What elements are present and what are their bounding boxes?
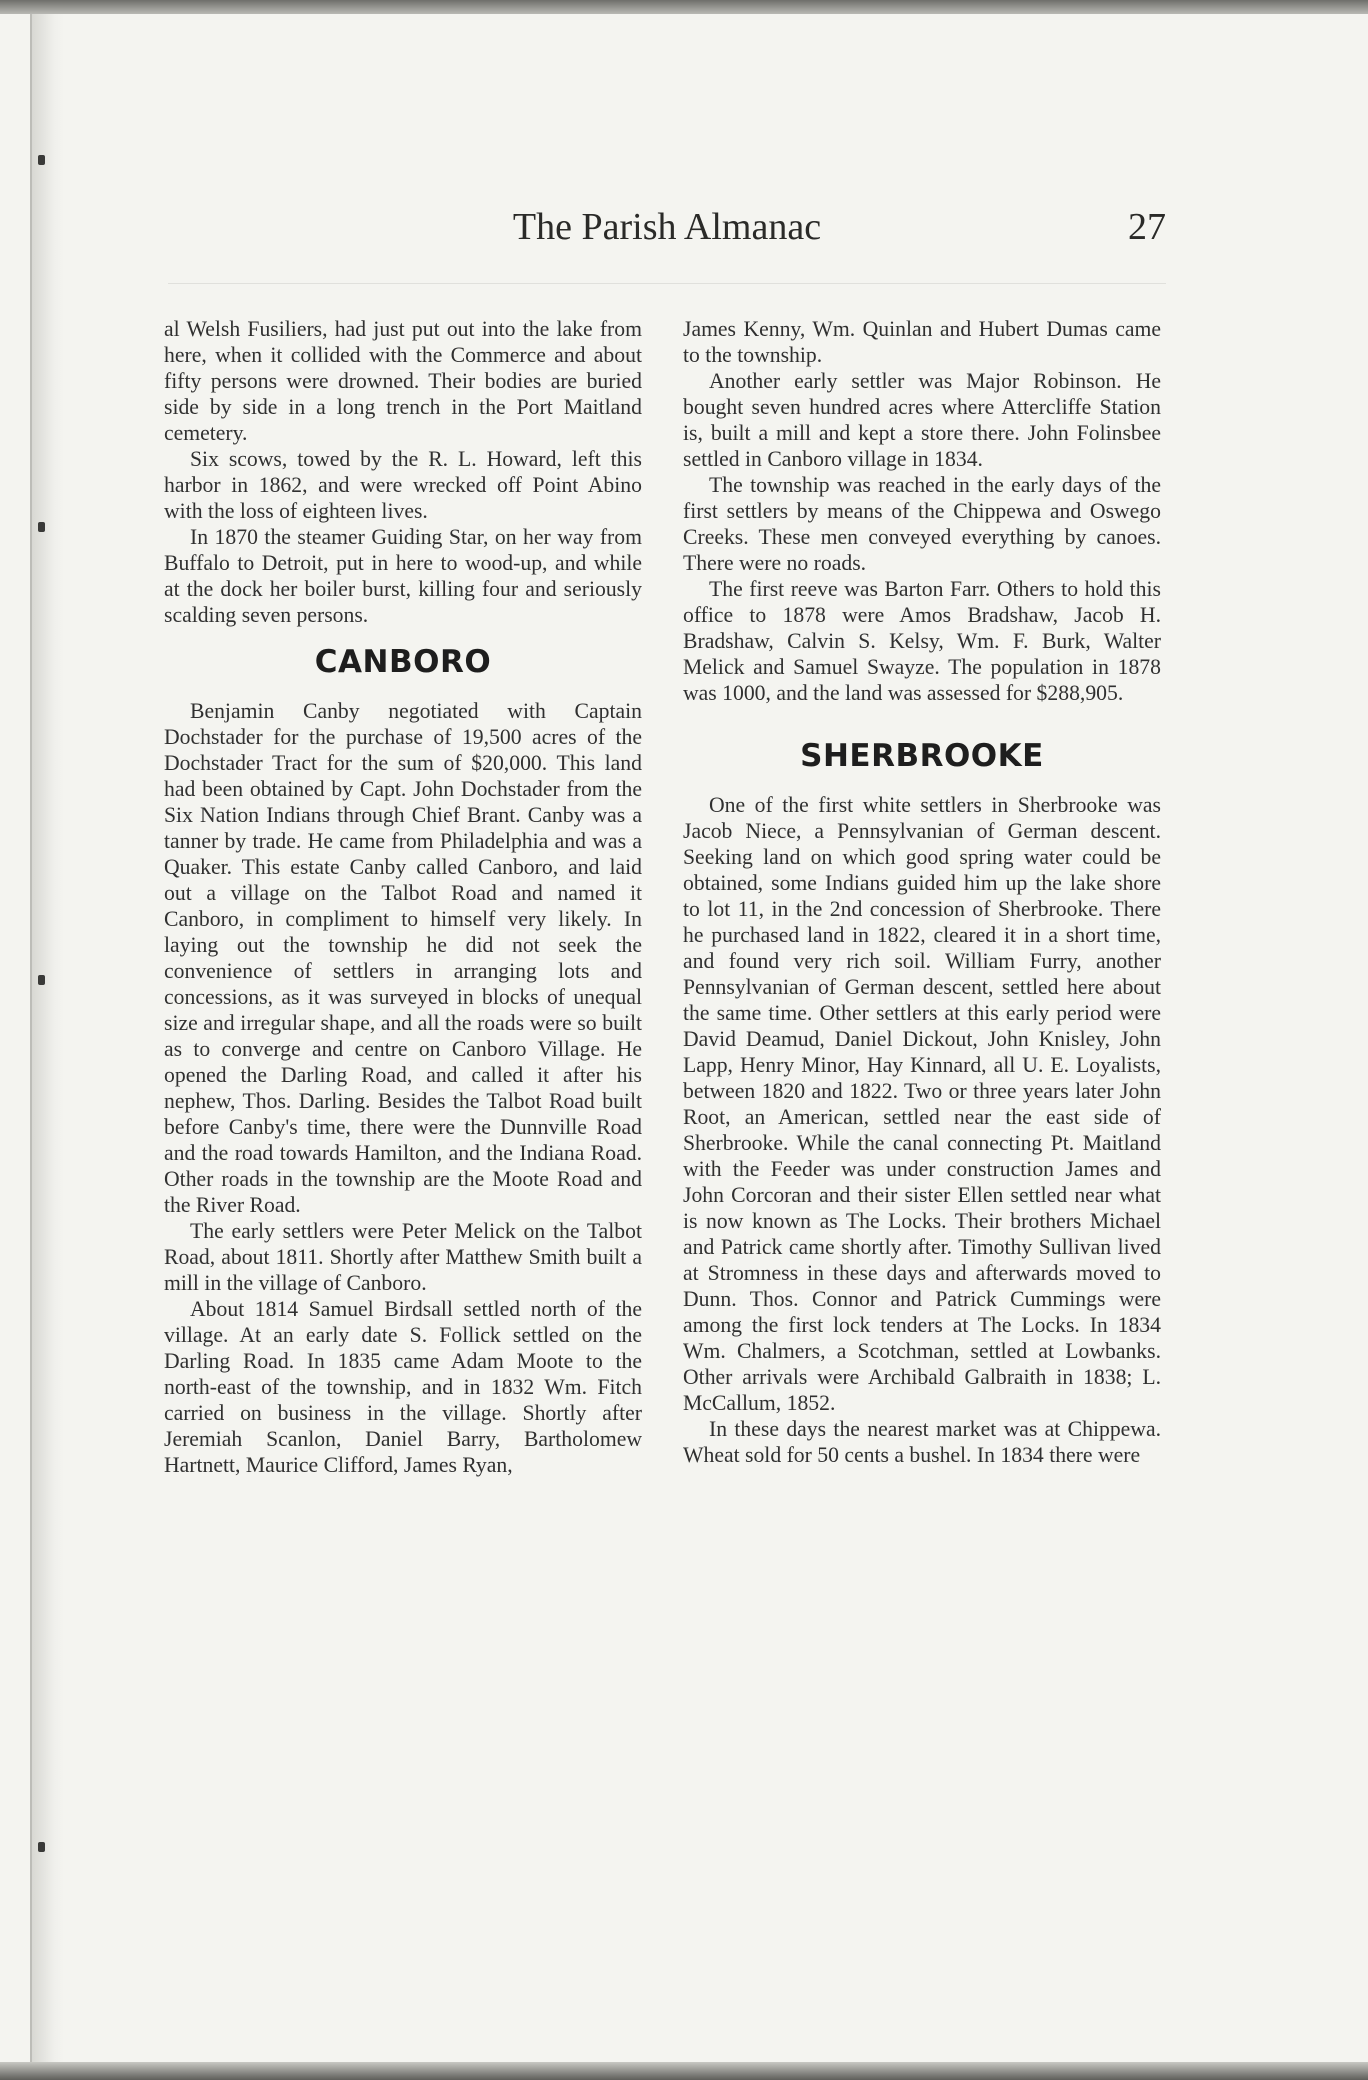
paragraph: James Kenny, Wm. Quinlan and Hubert Dumas came to the township. [683,317,1161,367]
page-header [168,205,1166,261]
paragraph: Benjamin Canby negotiated with Captain Dochstader for the purchase of 19,500 acres of the Dochstader Tract for the sum of $20,000. This land had been obtained by Capt. John Dochstader from the Six Nation Indians through Chief Brant. Canby was a tanner by trade. He came from Philadelphia and was a Quaker. This estate Canby called Canboro, and laid out a village on the Talbot Road and named it Canboro, in compliment to himself very likely. In laying out the township he did not seek the convenience of settlers in arranging lots and concessions, as it was surveyed in blocks of unequal size and irregular shape, and all the roads were so built as to converge and centre on Canboro Village. He opened the Darling Road, and called it after his nephew, Thos. Darling. Besides the Talbot Road built before Canby's time, there were the Dunnville Road and the road towards Hamilton, and the Indiana Road. Other roads in the township are the Moote Road and the River Road. [164,699,642,1217]
margin-mark [38,522,45,532]
margin-mark [38,155,45,165]
paragraph: About 1814 Samuel Birdsall settled north of the village. At an early date S. Follick settled on the Darling Road. In 1835 came Adam Moote to the north-east of the township, and in 1832 Wm. Fitch carried on business in the village. Shortly after Jeremiah Scanlon, Daniel Barry, Bartholomew Hartnett, Maurice Clifford, James Ryan, [164,1297,642,1477]
section-heading-sherbrooke: SHERBROOKE [800,738,1044,774]
paragraph: Another early settler was Major Robinson. He bought seven hundred acres where Attercliffe Station is, built a mill and kept a store there. John Folinsbee settled in Canboro village in 1834. [683,369,1161,471]
paragraph: In 1870 the steamer Guiding Star, on her way from Buffalo to Detroit, put in here to wood-up, and while at the dock her boiler burst, killing four and seriously scalding seven persons. [164,525,642,627]
page-number: 27 [1128,206,1166,248]
page-binding [30,14,64,2062]
header-rule [168,283,1166,284]
paragraph: The township was reached in the early days of the first settlers by means of the Chippewa and Oswego Creeks. These men conveyed everything by canoes. There were no roads. [683,473,1161,575]
section-heading-canboro: CANBORO [314,644,492,680]
paragraph: In these days the nearest market was at Chippewa. Wheat sold for 50 cents a bushel. In 1834 there were [683,1417,1161,1467]
scan-top-edge [0,0,1368,14]
running-title: The Parish Almanac [512,206,822,248]
paragraph: al Welsh Fusiliers, had just put out into the lake from here, when it collided with the Commerce and about fifty persons were drowned. Their bodies are buried side by side in a long trench in the Port Maitland cemetery. [164,317,642,445]
right-column [683,316,1161,1468]
paragraph: Six scows, towed by the R. L. Howard, left this harbor in 1862, and were wrecked off Point Abino with the loss of eighteen lives. [164,447,642,523]
scan-bottom-edge [0,2062,1368,2080]
paragraph: The early settlers were Peter Melick on the Talbot Road, about 1811. Shortly after Matthew Smith built a mill in the village of Canboro. [164,1219,642,1295]
paragraph: The first reeve was Barton Farr. Others to hold this office to 1878 were Amos Bradshaw, Jacob H. Bradshaw, Calvin S. Kelsy, Wm. F. Burk, Walter Melick and Samuel Swayze. The population in 1878 was 1000, and the land was assessed for $288,905. [683,577,1161,705]
paragraph: One of the first white settlers in Sherbrooke was Jacob Niece, a Pennsylvanian of German descent. Seeking land on which good spring water could be obtained, some Indians guided him up the lake shore to lot 11, in the 2nd concession of Sherbrooke. There he purchased land in 1822, cleared it in a short time, and found very rich soil. William Furry, another Pennsylvanian of German descent, settled here about the same time. Other settlers at this early period were David Deamud, Daniel Dickout, John Knisley, John Lapp, Henry Minor, Hay Kinnard, all U. E. Loyalists, between 1820 and 1822. Two or three years later John Root, an American, settled near the east side of Sherbrooke. While the canal connecting Pt. Maitland with the Feeder was under construction James and John Corcoran and their sister Ellen settled near what is now known as The Locks. Their brothers Michael and Patrick came shortly after. Timothy Sullivan lived at Stromness in these days and afterwards moved to Dunn. Thos. Connor and Patrick Cummings were among the first lock tenders at The Locks. In 1834 Wm. Chalmers, a Scotchman, settled at Lowbanks. Other arrivals were Archibald Galbraith in 1838; L. McCallum, 1852. [683,793,1161,1415]
margin-mark [38,1842,45,1852]
margin-mark [38,975,45,985]
left-column [164,316,642,1478]
